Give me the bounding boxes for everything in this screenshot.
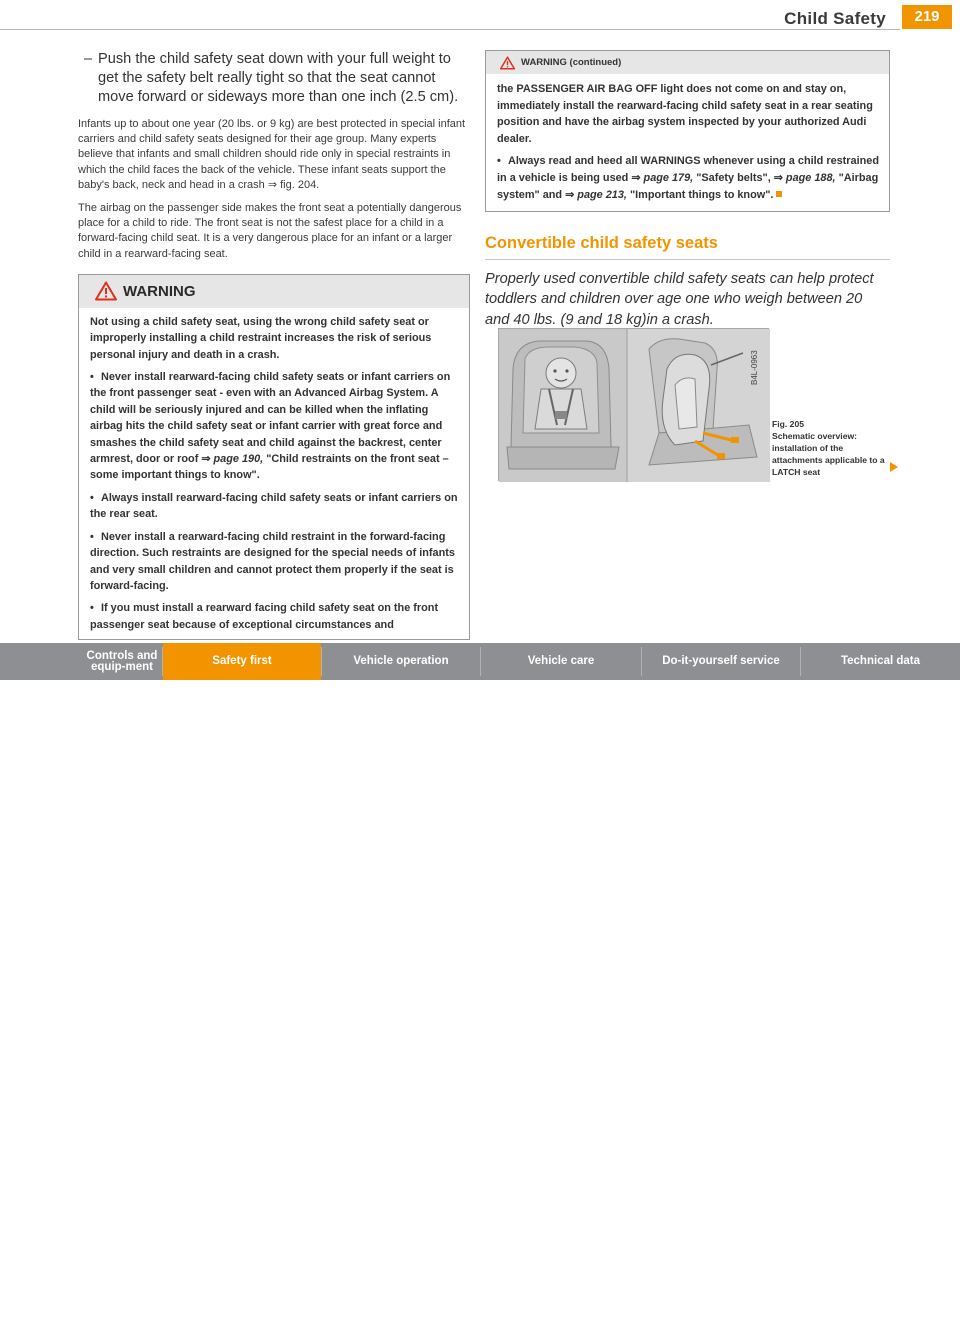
warning-triangle-icon [500,56,515,70]
bullet-dot: • [90,491,94,504]
end-of-section-marker [776,191,782,197]
warning-continued-header [486,51,889,74]
warning-triangle-icon [95,281,117,301]
warning-item: • If you must install a rearward facing child safety seat on the front passenger seat because of exceptional circumstances and [90,602,439,631]
figure-caption [772,418,890,478]
warning-continued-title: WARNING (continued) [521,57,622,68]
figure-code: B4L-0963 [750,350,759,385]
page-reference-link[interactable]: page 190, [213,453,264,466]
warning-item: • Always install rearward-facing child safety seats or infant carriers on the rear seat. [90,491,458,521]
header-rule [0,29,900,30]
warning-item: • Always read and heed all WARNINGS whenever using a child restrained in a vehicle is being used ⇒ page 179, "Safety belts", ⇒ page 188, "Airbag system" and ⇒ page 213, "Important things to know". [497,155,879,201]
section-rule [485,259,890,260]
bullet-dot: • [90,602,94,615]
page-reference-link[interactable]: page 179, [643,171,694,184]
bullet-dot: • [497,155,501,168]
warning-header [79,275,469,308]
page-header [0,0,960,40]
page-number-badge: 219 [902,5,952,29]
nav-tab-technical-data[interactable]: Technical data [840,655,921,667]
warning-item: • Never install a rearward-facing child restraint in the forward-facing direction. Such restraints are designed for the special needs of infants and very small children and cannot protect them properly if the seat is forward-facing. [90,530,455,592]
chapter-title: Child Safety [784,9,886,28]
warning-title: WARNING [123,282,196,300]
instruction-step [78,50,470,107]
figure-number: Fig. 205 [772,419,804,429]
dash-bullet: – [84,51,93,67]
warning-continued-body [486,74,889,211]
figure-latch-seat-illustration [498,328,769,481]
page-reference-link[interactable]: page 188, [785,171,836,184]
section-heading: Convertible child safety seats [485,234,718,253]
infant-paragraph: Infants up to about one year (20 lbs. or 9 kg) are best protected in special infant carriers and child safety seats designed for their age group. Many experts believe that infants and small children should ride only in special restraints in which the child faces the back of the vehicle. These infant seats support the baby's back, neck and head in a crash ⇒ fig. 204. [78,118,466,191]
site-watermark: carmanualsonline.info [720,1293,942,1317]
bullet-dot: • [90,371,94,384]
warning-item: • Never install rearward-facing child safety seats or infant carriers on the front passenger seat - even with an Advanced Airbag System. A child will be seriously injured and can be killed when the inflating airbag hits the child safety seat or infant carrier with great force and smashes the child safety seat and child against the backrest, center armrest, door or roof ⇒ page 190, "Child restraints on the front seat – some important things to know". [90,371,451,482]
instruction-text: Push the child safety seat down with your full weight to get the safety belt really tight so that the seat cannot move forward or sideways more than one inch (2.5 cm). [98,51,459,105]
warning-continued-box [485,50,890,212]
warning-continued-text: the PASSENGER AIR BAG OFF light does not come on and stay on, immediately install the rearward-facing child safety seat in a rear seating position and have the airbag system inspected by your authorized Audi dealer. [497,83,873,145]
warning-box [78,274,470,640]
latch-seat-drawing [499,329,770,482]
warning-intro: Not using a child safety seat, using the wrong child safety seat or improperly installing a child restraint increases the risk of serious personal injury and death in a crash. [90,315,432,361]
nav-tab-diy-service[interactable]: Do-it-yourself service [662,655,780,667]
bullet-dot: • [90,530,94,543]
nav-tab-vehicle-operation[interactable]: Vehicle operation [353,655,449,667]
airbag-paragraph: The airbag on the passenger side makes the front seat a potentially dangerous place for a child to ride. The front seat is not the safest place for a child in a forward-facing child seat. It is a very dangerous place for an infant or a larger child in a rearward-facing seat. [78,202,462,260]
nav-tab-controls[interactable]: Controls and equip-ment [86,649,158,673]
page-reference-link[interactable]: page 213, [577,188,627,201]
chapter-navigation-bar [0,643,960,1317]
nav-tab-vehicle-care[interactable]: Vehicle care [527,655,595,667]
figure-caption-text: Schematic overview: installation of the attachments applicable to a LATCH seat [772,431,885,477]
warning-body [79,308,469,639]
left-column [78,50,470,640]
continue-arrow-icon [890,462,898,472]
right-column [485,50,890,330]
nav-tab-safety-first[interactable]: Safety first [163,643,321,680]
section-intro: Properly used convertible child safety seats can help protect toddlers and children over age one who weigh between 20 and 40 lbs. (9 and 18 kg)in a crash. [485,271,874,328]
